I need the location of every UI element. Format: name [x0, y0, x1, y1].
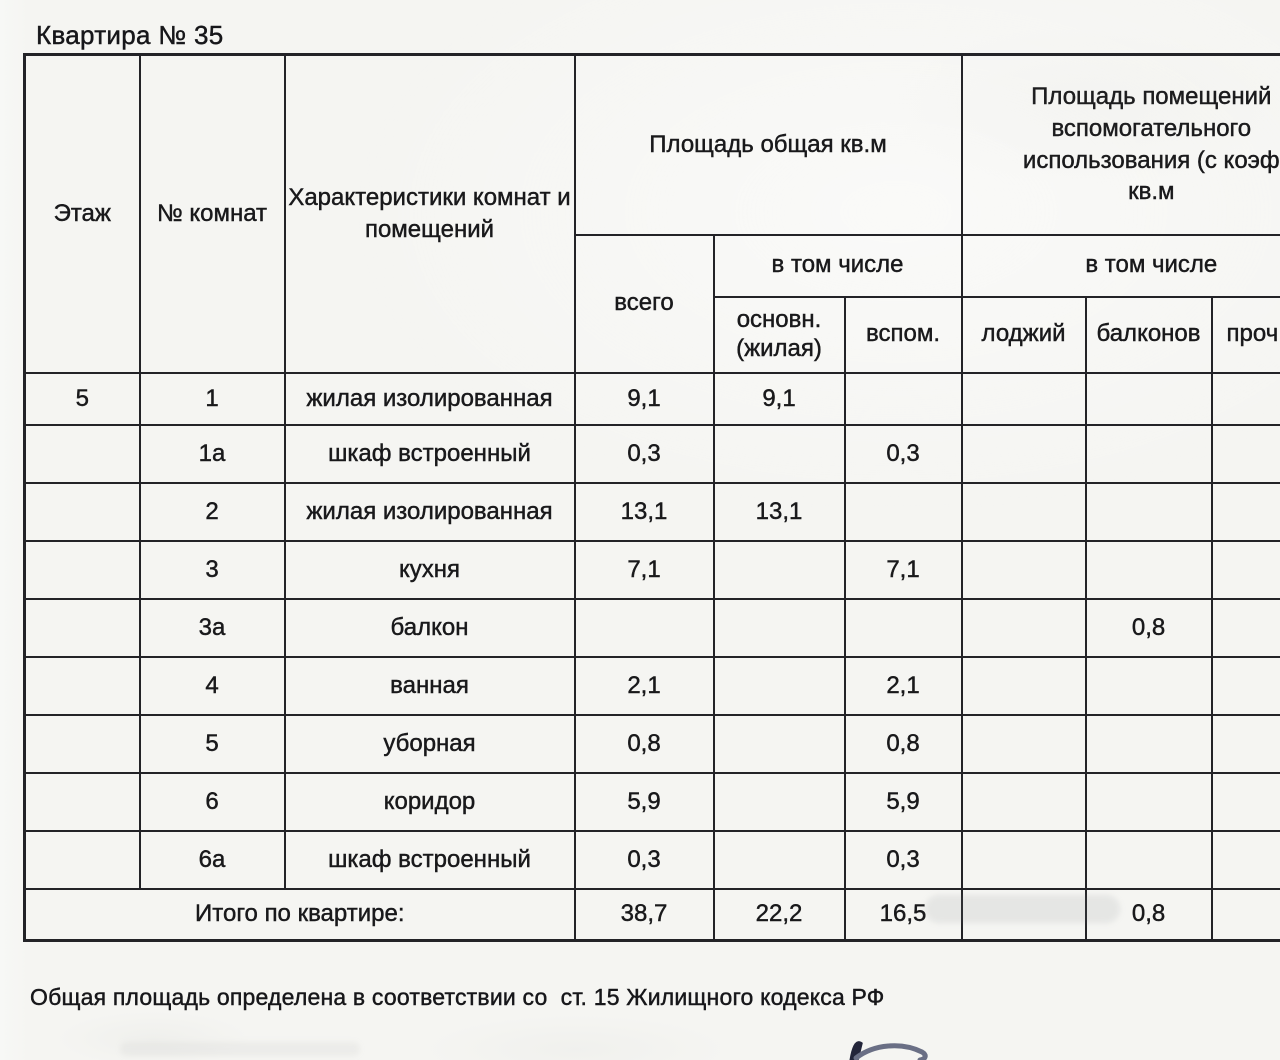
cell-total: 0,3 — [575, 831, 714, 889]
cell-loggia — [962, 657, 1086, 715]
header-other: проч — [1212, 297, 1280, 373]
table-row — [25, 541, 1280, 599]
cell-floor — [25, 657, 140, 715]
cell-total — [575, 599, 714, 657]
table-row — [25, 373, 1280, 425]
cell-loggia — [962, 773, 1086, 831]
cell-room-no: 3 — [140, 541, 285, 599]
cell-loggia — [962, 541, 1086, 599]
cell-room-name: балкон — [285, 599, 575, 657]
cell-room-name: ванная — [285, 657, 575, 715]
cell-other — [1212, 483, 1280, 541]
cell-main — [714, 831, 845, 889]
totals-row — [25, 889, 1280, 941]
cell-total: 9,1 — [575, 373, 714, 425]
table-row — [25, 773, 1280, 831]
header-including-right: в том числе — [962, 235, 1280, 297]
cell-loggia — [962, 831, 1086, 889]
cell-balcony — [1086, 425, 1212, 483]
explication-table — [23, 53, 1280, 942]
header-total-area-group: Площадь общая кв.м — [575, 55, 962, 235]
cell-room-name: жилая изолированная — [285, 373, 575, 425]
totals-total: 38,7 — [575, 889, 714, 941]
cell-room-no: 2 — [140, 483, 285, 541]
header-loggias: лоджий — [962, 297, 1086, 373]
cell-aux: 7,1 — [845, 541, 962, 599]
cell-other — [1212, 831, 1280, 889]
header-including-left: в том числе — [714, 235, 962, 297]
cell-room-no: 4 — [140, 657, 285, 715]
cell-main — [714, 773, 845, 831]
table-row — [25, 657, 1280, 715]
cell-main — [714, 715, 845, 773]
header-aux-area-line3: использования (с коэф — [1022, 146, 1280, 174]
cell-floor — [25, 425, 140, 483]
header-aux-area-group — [962, 55, 1280, 235]
table-row — [25, 483, 1280, 541]
cell-room-no: 5 — [140, 715, 285, 773]
cell-total: 5,9 — [575, 773, 714, 831]
cell-room-no: 1а — [140, 425, 285, 483]
cell-main — [714, 425, 845, 483]
header-main-living — [714, 297, 845, 373]
cell-other — [1212, 657, 1280, 715]
cell-aux: 0,3 — [845, 425, 962, 483]
cell-total: 13,1 — [575, 483, 714, 541]
header-aux-area-line1: Площадь помещений — [1031, 83, 1272, 111]
totals-main: 22,2 — [714, 889, 845, 941]
cell-room-no: 6 — [140, 773, 285, 831]
cell-room-name: коридор — [285, 773, 575, 831]
cell-aux: 0,8 — [845, 715, 962, 773]
header-total: всего — [575, 235, 714, 373]
cell-aux: 0,3 — [845, 831, 962, 889]
cell-room-name: уборная — [285, 715, 575, 773]
totals-loggia — [962, 889, 1086, 941]
header-aux-area-line4: кв.м — [1128, 178, 1175, 206]
header-room-no: № комнат — [140, 55, 285, 373]
cell-room-no: 1 — [140, 373, 285, 425]
cell-balcony — [1086, 541, 1212, 599]
cell-loggia — [962, 483, 1086, 541]
cell-loggia — [962, 373, 1086, 425]
cell-room-name: кухня — [285, 541, 575, 599]
cell-other — [1212, 715, 1280, 773]
cell-floor: 5 — [25, 373, 140, 425]
table-row — [25, 599, 1280, 657]
cell-floor — [25, 483, 140, 541]
cell-balcony — [1086, 831, 1212, 889]
cell-other — [1212, 541, 1280, 599]
totals-balcony: 0,8 — [1086, 889, 1212, 941]
cell-floor — [25, 715, 140, 773]
cell-total: 2,1 — [575, 657, 714, 715]
cell-balcony — [1086, 373, 1212, 425]
header-floor: Этаж — [25, 55, 140, 373]
table-row — [25, 715, 1280, 773]
header-balconies: балконов — [1086, 297, 1212, 373]
cell-room-name: шкаф встроенный — [285, 831, 575, 889]
cell-other — [1212, 599, 1280, 657]
cell-main — [714, 657, 845, 715]
cell-room-name: жилая изолированная — [285, 483, 575, 541]
cell-floor — [25, 831, 140, 889]
cell-balcony — [1086, 773, 1212, 831]
table-row — [25, 831, 1280, 889]
signature-stroke — [830, 1030, 960, 1060]
header-main-line1: основн. — [736, 305, 822, 333]
table-row — [25, 425, 1280, 483]
cell-floor — [25, 541, 140, 599]
cell-other — [1212, 425, 1280, 483]
header-characteristics: Характеристики комнат и помещений — [285, 55, 575, 373]
cell-balcony — [1086, 483, 1212, 541]
cell-aux — [845, 599, 962, 657]
totals-label: Итого по квартире: — [25, 889, 575, 941]
cell-balcony: 0,8 — [1086, 599, 1212, 657]
cell-loggia — [962, 425, 1086, 483]
totals-aux: 16,5 — [845, 889, 962, 941]
page-title: Квартира № 35 — [36, 20, 224, 50]
cell-room-no: 3а — [140, 599, 285, 657]
footnote-text: Общая площадь определена в соответствии со ст. 15 Жилищного кодекса РФ — [30, 984, 885, 1010]
cell-floor — [25, 773, 140, 831]
cell-total: 0,3 — [575, 425, 714, 483]
cell-main: 13,1 — [714, 483, 845, 541]
cell-room-name: шкаф встроенный — [285, 425, 575, 483]
cell-aux — [845, 483, 962, 541]
cell-aux — [845, 373, 962, 425]
header-aux: вспом. — [845, 297, 962, 373]
cell-loggia — [962, 599, 1086, 657]
cell-floor — [25, 599, 140, 657]
header-aux-area-line2: вспомогательного — [1051, 115, 1252, 143]
cell-room-no: 6а — [140, 831, 285, 889]
header-main-line2: (жилая) — [736, 334, 822, 362]
cell-main: 9,1 — [714, 373, 845, 425]
cell-balcony — [1086, 715, 1212, 773]
cell-aux: 2,1 — [845, 657, 962, 715]
totals-other — [1212, 889, 1280, 941]
cell-other — [1212, 773, 1280, 831]
cell-total: 0,8 — [575, 715, 714, 773]
cell-balcony — [1086, 657, 1212, 715]
cell-loggia — [962, 715, 1086, 773]
cell-other — [1212, 373, 1280, 425]
cell-total: 7,1 — [575, 541, 714, 599]
scan-noise-smudge — [120, 1042, 360, 1056]
cell-main — [714, 599, 845, 657]
cell-main — [714, 541, 845, 599]
cell-aux: 5,9 — [845, 773, 962, 831]
